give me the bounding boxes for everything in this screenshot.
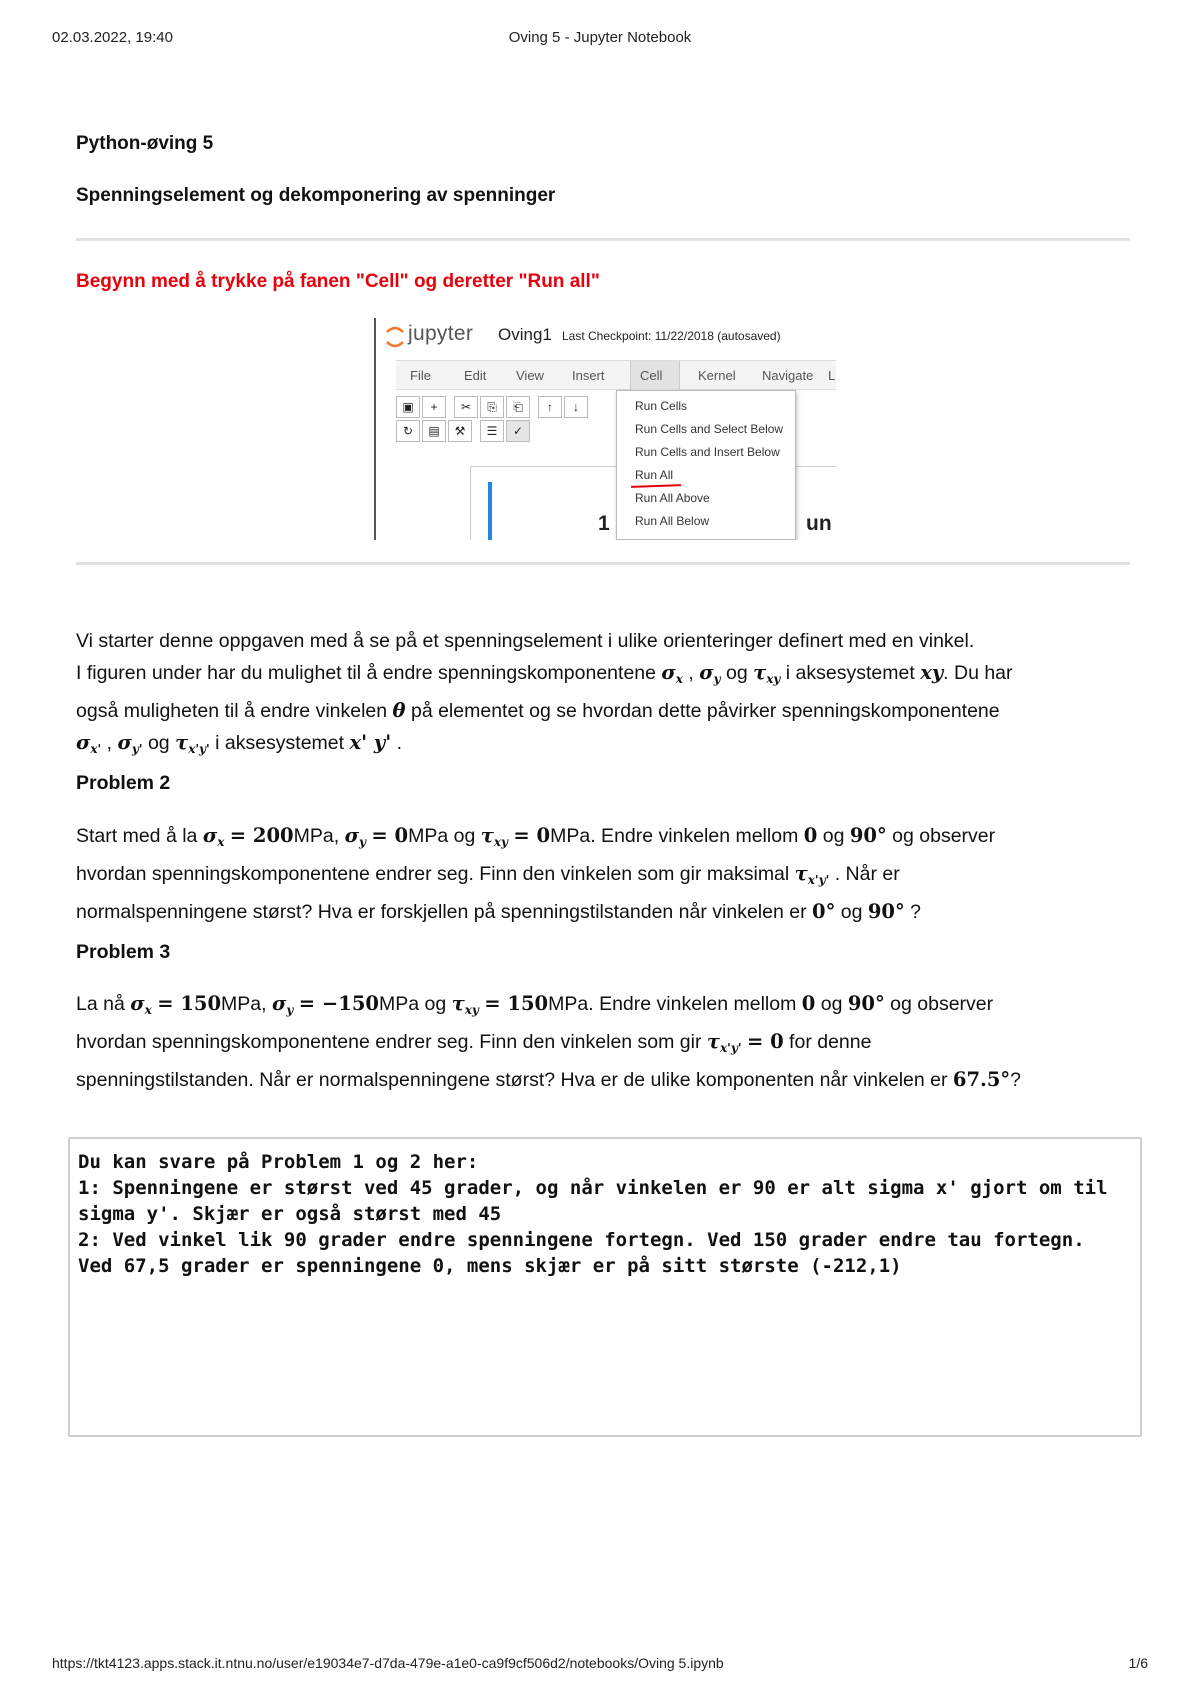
- copy-icon: ⎘: [480, 396, 504, 418]
- menu-more: L: [828, 368, 836, 383]
- chart-icon: ✓: [506, 420, 530, 442]
- intro-line-1: Vi starter denne oppgaven med å se på et spenningselement i ulike orienteringer definert med en vinkel.: [76, 630, 975, 652]
- print-doc-title: Oving 5 - Jupyter Notebook: [508, 29, 692, 46]
- problem-2-text: Start med å la $\sigma_x = 200MPa$, $\sigma_y = 0MPa$ og $\tau_{xy} = 0MPa$. Endre vinkelen mellom 0 og 90° og observer hvordan spenningskomponentene endrer seg. Finn den vinkelen som gir maksimal $\tau_{x'y'}$ . Når er normalspenningene størst? Hva er forskjellen på spenningstilstanden når vinkelen er 0° og 90° ?: [76, 824, 996, 923]
- cell-text-fragment: un: [806, 512, 832, 535]
- intro-paragraph: [76, 625, 1136, 765]
- dropdown-run-cells-insert-below: Run Cells and Insert Below: [635, 445, 780, 459]
- notebook-name: Oving1: [498, 325, 552, 344]
- cell-number: 1: [598, 512, 610, 535]
- menu-cell: Cell: [640, 368, 663, 383]
- answer-cell-textarea[interactable]: Du kan svare på Problem 1 og 2 her: 1: Spenningene er størst ved 45 grader, og når vinkelen er 90 er alt sigma x' gjort om til sigma y'. Skjær er også størst med 45 2: Ved vinkel lik 90 grader endre spenningene fortegn. Ved 150 grader endre tau fortegn. Ved 67,5 grader er spenningene 0, mens skjær er på sitt største (-212,1): [68, 1137, 1142, 1437]
- page-subtitle: Spenningselement og dekomponering av spenninger: [76, 185, 556, 206]
- menubar: [396, 360, 836, 390]
- instruction-text: Begynn med å trykke på fanen "Cell" og deretter "Run all": [76, 271, 600, 292]
- menu-view: View: [516, 368, 544, 383]
- dropdown-run-cells: Run Cells: [635, 399, 688, 413]
- cell-selection-bar: [488, 482, 492, 540]
- print-url: https://tkt4123.apps.stack.it.ntnu.no/user/e19034e7-d7da-479e-a1e0-ca9f9cf506d2/notebooks/Oving 5.ipynb: [52, 1655, 724, 1671]
- menu-insert: Insert: [572, 368, 605, 383]
- checkpoint-status: Last Checkpoint: 11/22/2018 (autosaved): [562, 329, 781, 343]
- move-up-icon: ↑: [538, 396, 562, 418]
- print-icon: ▤: [422, 420, 446, 442]
- run-all-underline: [631, 484, 681, 488]
- menu-navigate: Navigate: [762, 368, 814, 383]
- intro-line-3: også muligheten til å endre vinkelen θ på elementet og se hvordan dette påvirker spenningskomponentene: [76, 699, 1000, 722]
- cut-icon: ✂: [454, 396, 478, 418]
- cell-dropdown-menu: [616, 390, 796, 540]
- menu-kernel: Kernel: [698, 368, 736, 383]
- problem-3-text: La nå $\sigma_x = 150MPa$, $\sigma_y = -150MPa$ og $\tau_{xy} = 150MPa$. Endre vinkelen mellom 0 og 90° og observer hvordan spenningskomponentene endrer seg. Finn den vinkelen som gir $\tau_{x'y'} = 0$ for denne spenningstilstanden. Når er normalspenningene størst? Hva er de ulike komponenten når vinkelen er 67.5°?: [76, 992, 1022, 1091]
- jupyter-logo-text: jupyter: [408, 322, 474, 345]
- dropdown-run-cells-select-below: Run Cells and Select Below: [635, 422, 784, 436]
- save-icon: ▣: [396, 396, 420, 418]
- list-icon: ☰: [480, 420, 504, 442]
- print-datetime: 02.03.2022, 19:40: [52, 29, 173, 46]
- restart-icon: ↻: [396, 420, 420, 442]
- dropdown-run-all-below: Run All Below: [635, 514, 710, 528]
- dropdown-run-all: Run All: [635, 468, 674, 482]
- jupyter-screenshot: [374, 318, 836, 540]
- problem-3-heading: Problem 3: [76, 941, 171, 963]
- divider: [76, 238, 1130, 241]
- dropdown-run-all-above: Run All Above: [635, 491, 710, 505]
- intro-line-2: I figuren under har du mulighet til å endre spenningskomponentene $\sigma_x$ , $\sigma_y$ og $\tau_{xy}$ i aksesystemet xy. Du har: [76, 661, 1013, 686]
- problem-2-heading: Problem 2: [76, 772, 171, 794]
- add-icon: +: [422, 396, 446, 418]
- menu-edit: Edit: [464, 368, 487, 383]
- menu-file: File: [410, 368, 431, 383]
- wrench-icon: ⚒: [448, 420, 472, 442]
- divider: [76, 562, 1130, 565]
- jupyter-logo-icon: [384, 324, 406, 350]
- move-down-icon: ↓: [564, 396, 588, 418]
- page-title: Python-øving 5: [76, 133, 214, 154]
- intro-line-4: $\sigma_{x'}$ , $\sigma_{y'}$ og $\tau_{x'y'}$ i aksesystemet x' y' .: [76, 731, 403, 756]
- page-number: 1/6: [1128, 1655, 1148, 1671]
- paste-icon: ⎗: [506, 396, 530, 418]
